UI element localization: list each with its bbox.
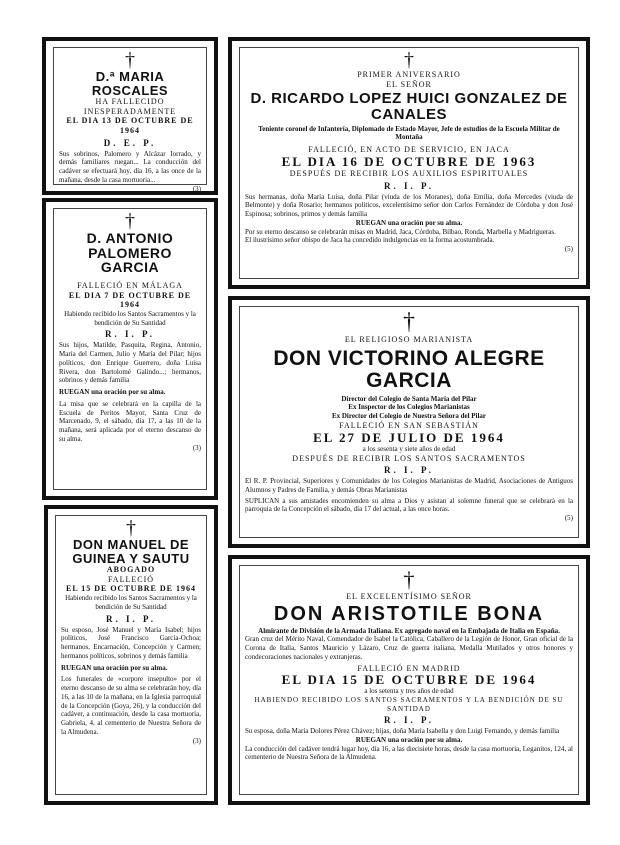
mass-text: Por su eterno descanso se celebrarán misas en Madrid, Jaca, Córdoba, Bilbao, Ronda, Marbella y Madrigueras. [245,227,556,236]
ad-code: (3) [192,443,201,452]
sacraments-text: DESPUÉS DE RECIBIR LOS SANTOS SACRAMENTOS [292,453,526,463]
mass-text: La misa que se celebrará en la capilla de la Escuela de Peritos Mayor, Santa Cruz de Marcenado, 9, el sábado, día 17, a las 10 de la mañana, será aplicada por el eterno descanso de su alma. [59,399,201,443]
obituary-inner [239,565,579,795]
cross-icon: † [404,49,414,71]
death-date: EL DIA 7 DE OCTUBRE DE 1964 [68,290,192,310]
ad-code: (5) [564,245,573,254]
cross-icon: † [125,210,135,232]
title-line: EL EXCELENTÍSIMO SEÑOR [346,592,472,601]
indulgence-text: El ilustrísimo señor obispo de Jaca ha concedido indulgencias en la forma acostumbrada. [245,236,495,245]
prayer-request: RUEGAN una oración por su alma. [355,218,463,227]
role-line: Director del Colegio de Santa María del Pilar [341,394,477,403]
funeral-text: SUPLICAN a sus amistades encomienden su alma a Dios y asistan al solemne funeral que se celebrará en la parroquia de la Concepción el sábado, día 17 del actual, a las once horas. [245,496,573,514]
obituary-inner [239,306,579,538]
cross-icon: † [403,567,415,592]
role-line: Ex Inspector de los Colegios Marianistas [348,403,470,412]
obituary-inner [239,47,579,279]
prayer-request: RUEGAN una oración por su alma. [59,388,166,397]
obituary-inner [55,515,207,795]
ad-code: (5) [564,514,573,523]
honors-text: Gran cruz del Mérito Naval, Comendador de Isabel la Católica, Caballero de la Legión de Honor, Gran oficial de la Corona de Italia, Santos Mauricio y Lázaro, Cruz de guerra italiana, Medalla Mutilados y otros honores y condecoraciones nacionales y extranjeras. [245,635,573,661]
family-text: Sus hijos, Matilde, Pasquita, Regina, Antonio, María del Carmen, Julio y María del Pilar; hijos políticos, don Enrique Guerrero, doña Luisa Rivera, don Bartolomé Galindo...; hermanos, sobrinos y demás familia [59,341,201,385]
rip-text: R. I. P. [105,329,155,340]
rip-text: D. E. P. [103,137,157,148]
deceased-name: D. ANTONIO PALOMERO GARCIA [86,230,174,276]
rip-text: R. I. P. [106,613,156,624]
deceased-name: DON VICTORINO ALEGRE GARCIA [273,346,545,392]
deceased-name: D.ª MARIA ROSCALES [91,69,169,98]
sacraments-text: HABIENDO RECIBIDO LOS SANTOS SACRAMENTOS Y LA BENDICIÓN DE SU SANTIDAD [254,696,564,713]
obituary-inner [53,47,207,193]
obituary-inner [53,208,207,490]
conduction-text: La conducción del cadáver tendrá lugar hoy, día 16, a las diecisiete horas, desde la casa mortuoria, Leganitos, 124, al cementerio de Nuestra Señora de la Almudena. [245,744,573,762]
ad-code: (3) [192,184,201,193]
family-text: Su esposa, doña María Dolores Pérez Chávez; hijas, doña María Isabella y don Luigi Fernando, y demás familia [245,727,560,736]
role-line: Ex Director del Colegio de Nuestra Señora del Pilar [331,412,487,421]
anniversary-line: PRIMER ANIVERSARIO [357,70,461,79]
deceased-name: DON MANUEL DE GUINEA Y SAUTU [72,537,190,566]
sacraments-text: Habiendo recibido los Santos Sacramentos y la bendición de Su Santidad [65,594,197,611]
notice-line: HA FALLECIDO INESPERADAMENTE [83,97,177,116]
deceased-name: DON ARISTOTILE BONA [273,602,545,625]
death-date: EL 27 DE JULIO DE 1964 [313,429,505,445]
rip-text: R. I. P. [384,180,434,191]
profession: ABOGADO [106,565,156,575]
obituary-victorino-alegre [228,296,590,548]
prayer-request: RUEGAN una oración por su alma. [355,735,463,744]
obituary-maria-roscales [42,37,218,195]
rank-text: Almirante de División de la Armada Italiana. Ex agregado naval en la Embajada de Italia en España. [258,626,560,635]
ad-code: (3) [192,736,201,745]
title-line: EL SEÑOR [386,79,432,89]
notice-line: FALLECIÓ [107,574,155,584]
rip-text: R. I. P. [384,715,434,726]
prayer-request: RUEGAN una oración por su alma. [61,663,168,672]
death-date: EL DIA 13 DE OCTUBRE DE 1964 [66,116,194,136]
rip-text: R. I. P. [384,465,434,476]
death-place: FALLECIÓ EN SAN SEBASTIÁN [339,420,479,430]
cross-icon: † [125,49,135,71]
death-date: EL 15 DE OCTUBRE DE 1964 [65,584,197,594]
obituary-aristotile-bona [228,555,590,805]
community-text: El R. P. Provincial, Superiores y Comunidades de los Colegios Marianistas de Madrid, Asociaciones de Antiguos Alumnos y Padres de Familia, y demás Obras Marianistas [245,477,573,494]
cross-icon: † [403,309,415,335]
family-text: Sus sobrinos, Palomero y Alcázar Iorrado, y demás familiares ruegan... La conducción del cadáver se efectuará hoy, día 16, a las once de la mañana, desde la casa mortuoria... [59,149,201,184]
cross-icon: † [126,517,136,539]
sacraments-text: DESPUÉS DE RECIBIR LOS AUXILIOS ESPIRITUALES [289,169,529,179]
death-date: EL DIA 15 DE OCTUBRE DE 1964 [281,672,537,688]
death-circumstance: FALLECIÓ, EN ACTO DE SERVICIO, EN JACA [308,145,510,155]
age-text: a los sesenta y siete años de edad [362,444,456,453]
sacraments-text: Habiendo recibido los Santos Sacramentos y la bendición de Su Santidad [64,309,196,327]
family-text: Sus hermanas, doña María Luisa, doña Pilar (viuda de los Moranes), doña Emilia, doña Mercedes (viuda de Belmonte) y doña Rosario; hermanos políticos, excelentísimo señor don Carlos Fernández de Córdoba y don José Espinosa; sobrinos, primos y demás familia [245,192,573,219]
title-line: EL RELIGIOSO MARIANISTA [344,335,474,344]
death-place: FALLECIÓ EN MÁLAGA [77,281,183,291]
rank-text: Teniente coronel de Infantería, Diplomado de Estado Mayor, Jefe de estudios de la Escuela Militar de Montaña [258,124,560,142]
obituary-ricardo-lopez-huici [228,37,590,289]
deceased-name: D. RICARDO LOPEZ HUICI GONZALEZ DE CANALES [250,90,568,123]
death-date: EL DIA 16 DE OCTUBRE DE 1963 [281,153,537,169]
obituary-manuel-de-guinea [44,505,218,805]
death-place: FALLECIÓ EN MADRID [357,663,461,673]
family-text: Su esposo, José Manuel y María Isabel; hijos políticos, José Francisco García-Ochoa; hermanos, Encarnación, Concepción y Carmen; hermanos políticos, sobrinos y demás familia [61,625,201,660]
funeral-text: Los funerales de «corpore insepulto» por el eterno descanso de su alma se celebrarán hoy, día 16, a las 10 de la mañana, en la Iglesia parroquial de la Concepción (Goya, 26), y la conducción del cadáver, a continuación, desde la casa mortuoria, Gabriela, 4, al cementerio de Nuestra Señora de la Almudena. [61,675,201,736]
obituary-antonio-palomero [42,198,218,500]
age-text: a los setenta y tres años de edad [364,687,454,696]
